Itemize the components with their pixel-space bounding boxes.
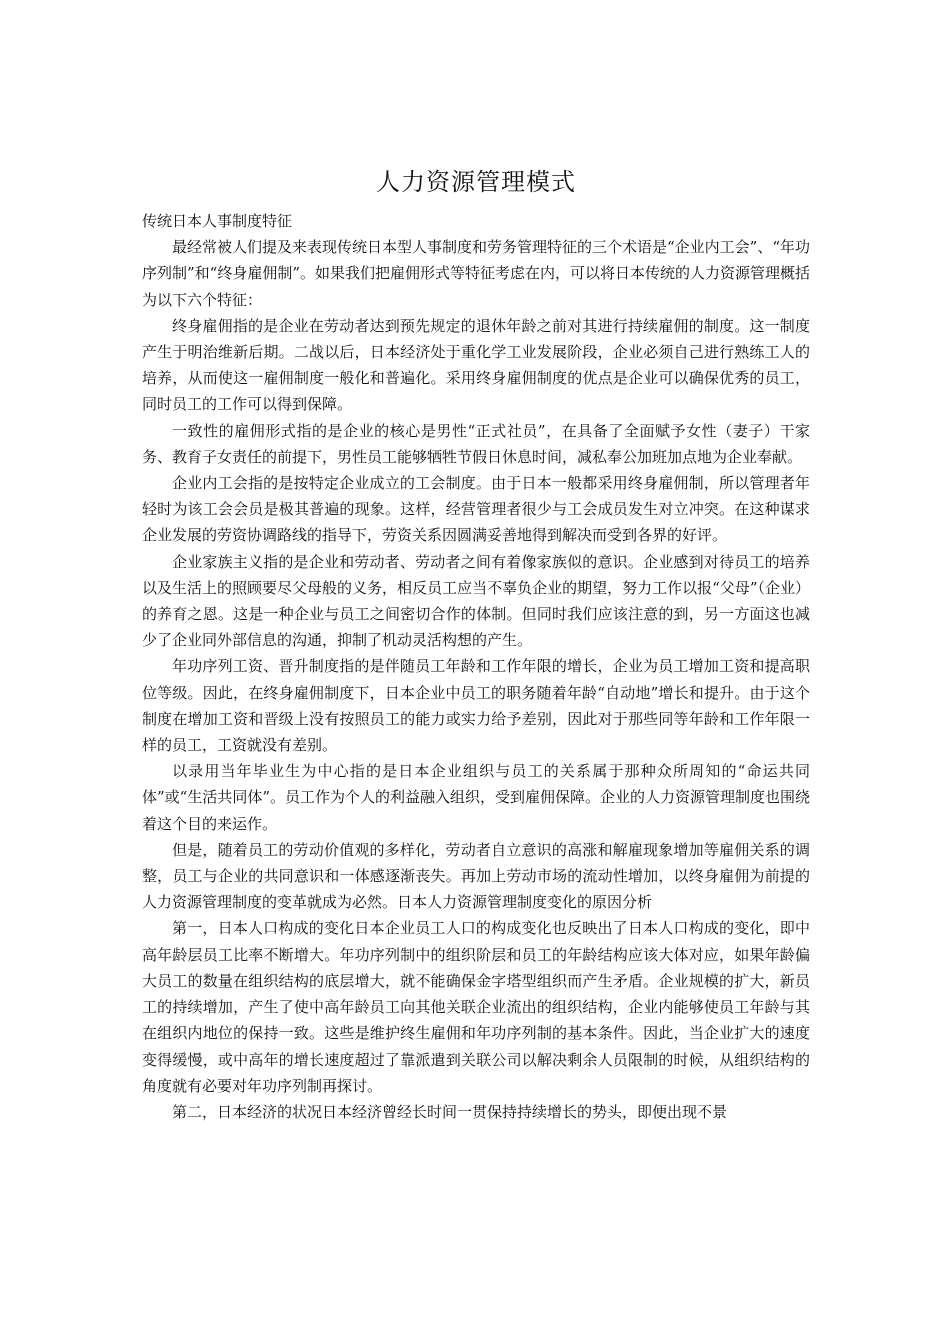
paragraph-enterprise-union: 企业内工会指的是按特定企业成立的工会制度。由于日本一般都采用终身雇佣制，所以管理者年轻时为该工会会员是极其普遍的现象。这样，经营管理者很少与工会成员发生对立冲突。在这种谋求企业发展的劳资协调路线的指导下，劳资关系因圆满妥善地得到解决而受到各界的好评。	[142, 474, 810, 545]
paragraph-graduate-hiring: 以录用当年毕业生为中心指的是日本企业组织与员工的关系属于那种众所周知的“命运共同体”或“生活共同体”。员工作为个人的利益融入组织，受到雇佣保障。企业的人力资源管理制度也围绕着这个目的来运作。	[142, 762, 811, 833]
paragraph-uniform-employment: 一致性的雇佣形式指的是企业的核心是男性“正式社员”，在具备了全面赋予女性（妻子）干家务、教育子女责任的前提下，男性员工能够牺牲节假日休息时间，减私奉公加班加点地为企业奉献。	[142, 421, 810, 466]
section-heading: 传统日本人事制度特征	[142, 212, 293, 230]
document-page	[142, 158, 810, 1125]
paragraph-intro: 最经常被人们提及来表现传统日本型人事制度和劳务管理特征的三个术语是“企业内工会”、“年功序列制”和“终身雇佣制”。如果我们把雇佣形式等特征考虑在内，可以将日本传统的人力资源管理概括为以下六个特征：	[142, 238, 811, 309]
paragraph-changes: 但是，随着员工的劳动价值观的多样化，劳动者自立意识的高涨和解雇现象增加等雇佣关系的调整，员工与企业的共同意识和一体感逐渐丧失。再加上劳动市场的流动性增加，以终身雇佣为前提的人力资源管理制度的变革就成为必然。日本人力资源管理制度变化的原因分析	[142, 840, 810, 912]
paragraph-lifetime-employment: 终身雇佣指的是企业在劳动者达到预先规定的退休年龄之前对其进行持续雇佣的制度。这一制度产生于明治维新后期。二战以后，日本经济处于重化学工业发展阶段，企业必须自己进行熟练工人的培养，从而使这一雇佣制度一般化和普遍化。采用终身雇佣制度的优点是企业可以确保优秀的员工，同时员工的工作可以得到保障。	[142, 316, 810, 414]
paragraph-economy: 第二，日本经济的状况日本经济曾经长时间一贯保持持续增长的势头，即便出现不景	[172, 1102, 728, 1121]
document-title: 人力资源管理模式	[376, 168, 576, 196]
paragraph-population: 第一，日本人口构成的变化日本企业员工人口的构成变化也反映出了日本人口构成的变化，即中高年龄层员工比率不断增大。年功序列制中的组织阶层和员工的年龄结构应该大体对应，如果年龄偏大员工的数量在组织结构的底层增大，就不能确保金字塔型组织而产生矛盾。企业规模的扩大，新员工的持续增加，产生了使中高年龄员工向其他关联企业流出的组织结构，企业内能够使员工年龄与其在组织内地位的保持一致。这些是维护终生雇佣和年功序列制的基本条件。因此，当企业扩大的速度变得缓慢，或中高年的增长速度超过了靠派遣到关联公司以解决剩余人员限制的时候，从组织结构的角度就有必要对年功序列制再探讨。	[142, 919, 810, 1095]
paragraph-seniority-wages: 年功序列工资、晋升制度指的是伴随员工年龄和工作年限的增长，企业为员工增加工资和提高职位等级。因此，在终身雇佣制度下，日本企业中员工的职务随着年龄“自动地”增长和提升。由于这个制度在增加工资和晋级上没有按照员工的能力或实力给予差别，因此对于那些同等年龄和工作年限一样的员工，工资就没有差别。	[142, 657, 810, 755]
paragraph-corporate-familism: 企业家族主义指的是企业和劳动者、劳动者之间有着像家族似的意识。企业感到对待员工的培养以及生活上的照顾要尽父母般的义务，相反员工应当不辜负企业的期望，努力工作以报“父母”（企业）的养育之恩。这是一种企业与员工之间密切合作的体制。但同时我们应该注意的到，另一方面这也减少了企业同外部信息的沟通，抑制了机动灵活构想的产生。	[142, 552, 810, 650]
